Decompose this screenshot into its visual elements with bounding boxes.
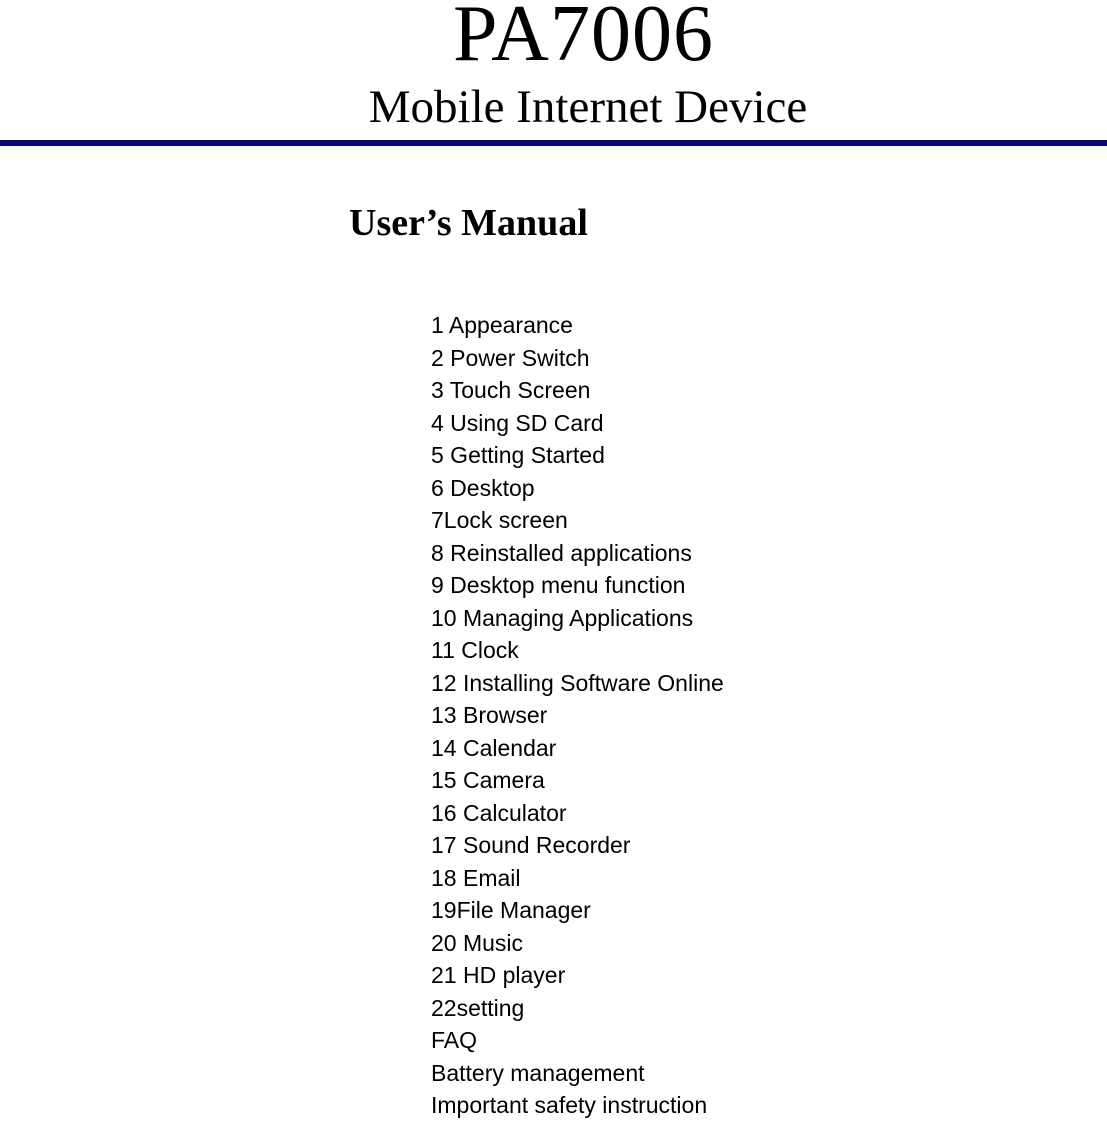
toc-item: 7Lock screen xyxy=(431,507,568,533)
toc-item: 20 Music xyxy=(431,929,524,956)
manual-title: User’s Manual xyxy=(349,202,588,244)
toc-item: 17 Sound Recorder xyxy=(431,832,631,858)
toc-item: 10 Managing Applications xyxy=(431,604,694,631)
toc-item: 12 Installing Software Online xyxy=(431,669,724,696)
toc-item: Important safety instruction xyxy=(431,1092,708,1118)
header-divider xyxy=(0,140,1107,146)
toc-item: FAQ xyxy=(431,1027,478,1053)
toc-item: 21 HD player xyxy=(431,962,566,988)
toc-item: 4 Using SD Card xyxy=(431,409,604,436)
product-subtitle: Mobile Internet Device xyxy=(368,81,808,133)
toc-item: 11 Clock xyxy=(431,637,519,663)
toc-item: Battery management xyxy=(431,1059,645,1086)
toc-item: 8 Reinstalled applications xyxy=(431,539,692,566)
toc-item: 6 Desktop xyxy=(431,474,535,501)
toc-item: 15 Camera xyxy=(431,767,545,793)
toc-item: 2 Power Switch xyxy=(431,344,590,371)
table-of-contents xyxy=(431,309,724,1122)
toc-item: 18 Email xyxy=(431,864,521,891)
toc-item: 19File Manager xyxy=(431,897,591,923)
toc-item: 5 Getting Started xyxy=(431,442,605,468)
toc-item: 14 Calendar xyxy=(431,734,557,761)
toc-item: 22setting xyxy=(431,994,525,1021)
toc-item: 13 Browser xyxy=(431,702,548,728)
toc-item: 1 Appearance xyxy=(431,312,573,338)
toc-item: 9 Desktop menu function xyxy=(431,572,686,598)
product-code: PA7006 xyxy=(453,0,714,78)
toc-item: 16 Calculator xyxy=(431,799,567,826)
toc-item: 3 Touch Screen xyxy=(431,377,591,403)
